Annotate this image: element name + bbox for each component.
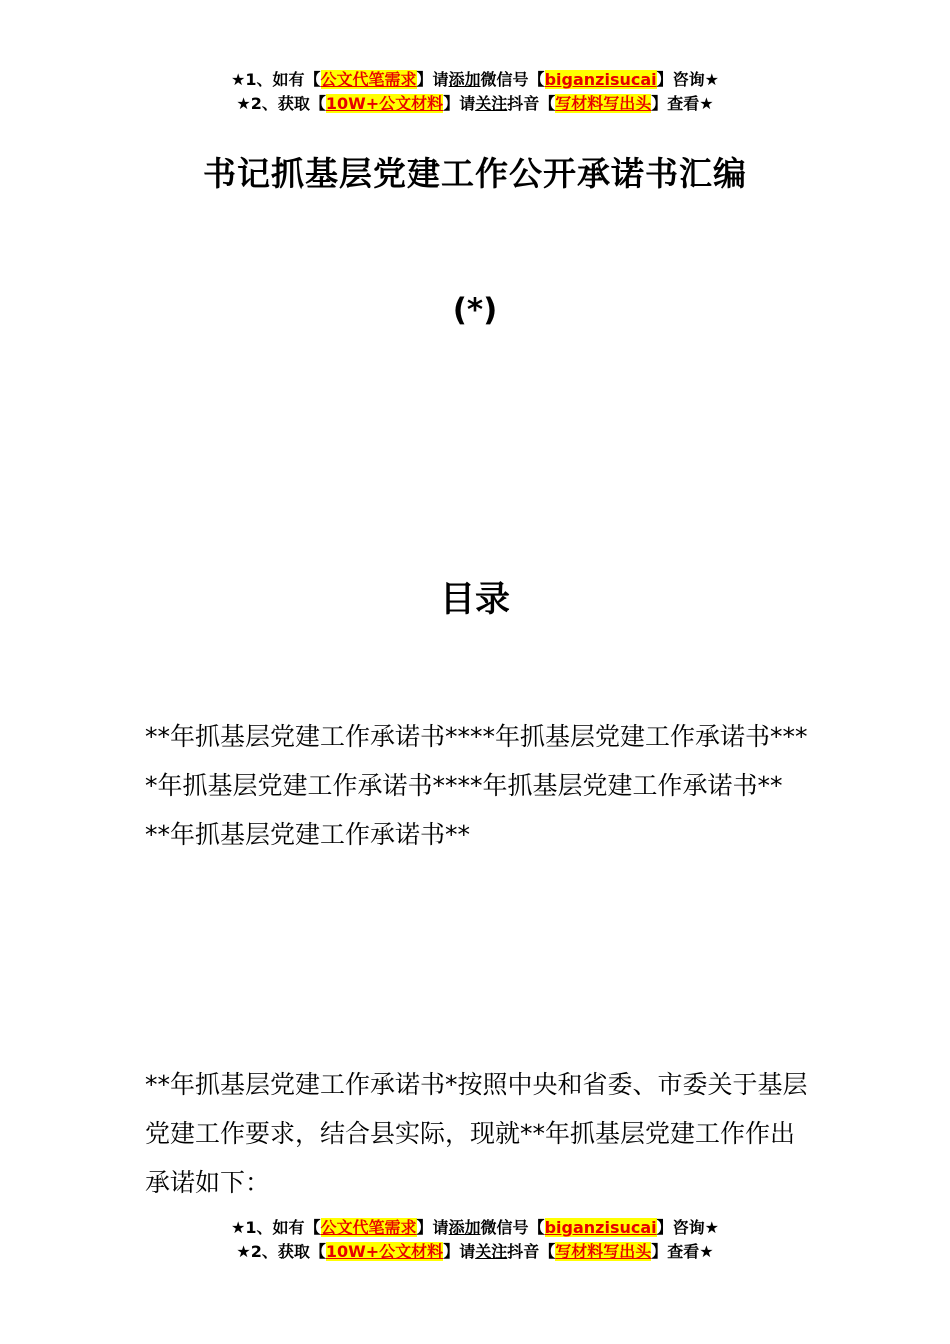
banner-text: ★2、获取【	[236, 94, 326, 113]
document-title: 书记抓基层党建工作公开承诺书汇编	[203, 154, 747, 193]
banner-highlight: biganzisucai	[544, 70, 657, 89]
bottom-banner	[0, 1216, 950, 1264]
banner-underline: 关注	[475, 94, 508, 113]
banner-text: 】请	[416, 1218, 449, 1237]
banner-line-1	[0, 68, 950, 92]
banner-text: 】请	[416, 70, 449, 89]
banner-text: 抖音【	[507, 1242, 556, 1261]
banner-highlight: 写材料写出头	[555, 94, 652, 113]
banner-highlight: 写材料写出头	[555, 1242, 652, 1261]
banner-line-1	[0, 1216, 950, 1240]
body-section	[145, 1060, 810, 1207]
banner-highlight: 10W+公文材料	[325, 1242, 444, 1261]
banner-underline: 添加	[448, 1218, 481, 1237]
toc-entry: **年抓基层党建工作承诺书**	[145, 820, 471, 849]
banner-highlight: 10W+公文材料	[325, 94, 444, 113]
banner-highlight: 公文代笔需求	[320, 70, 417, 89]
toc-list	[145, 712, 810, 859]
banner-highlight: 公文代笔需求	[320, 1218, 417, 1237]
banner-highlight: biganzisucai	[544, 1218, 657, 1237]
banner-line-2	[0, 1240, 950, 1264]
banner-text: ★1、如有【	[231, 70, 321, 89]
banner-text: ★1、如有【	[231, 1218, 321, 1237]
banner-text: 微信号【	[480, 1218, 545, 1237]
banner-underline: 关注	[475, 1242, 508, 1261]
toc-entry: **年抓基层党建工作承诺书****年抓基层党建工作承诺书****年抓基层党建工作承诺书****年抓基层党建工作承诺书**	[145, 722, 808, 800]
banner-text: 】请	[443, 1242, 476, 1261]
banner-line-2	[0, 92, 950, 116]
body-paragraph: **年抓基层党建工作承诺书*按照中央和省委、市委关于基层党建工作要求，结合县实际，现就**年抓基层党建工作作出承诺如下：	[145, 1070, 808, 1197]
top-banner	[0, 68, 950, 116]
banner-text: 微信号【	[480, 70, 545, 89]
banner-text: 抖音【	[507, 94, 556, 113]
banner-text: 】咨询★	[656, 70, 719, 89]
banner-text: 】查看★	[651, 94, 714, 113]
banner-underline: 添加	[448, 70, 481, 89]
banner-text: ★2、获取【	[236, 1242, 326, 1261]
banner-text: 】请	[443, 94, 476, 113]
banner-text: 】查看★	[651, 1242, 714, 1261]
document-subtitle: (*)	[452, 292, 498, 328]
toc-heading: 目录	[439, 580, 510, 620]
banner-text: 】咨询★	[656, 1218, 719, 1237]
